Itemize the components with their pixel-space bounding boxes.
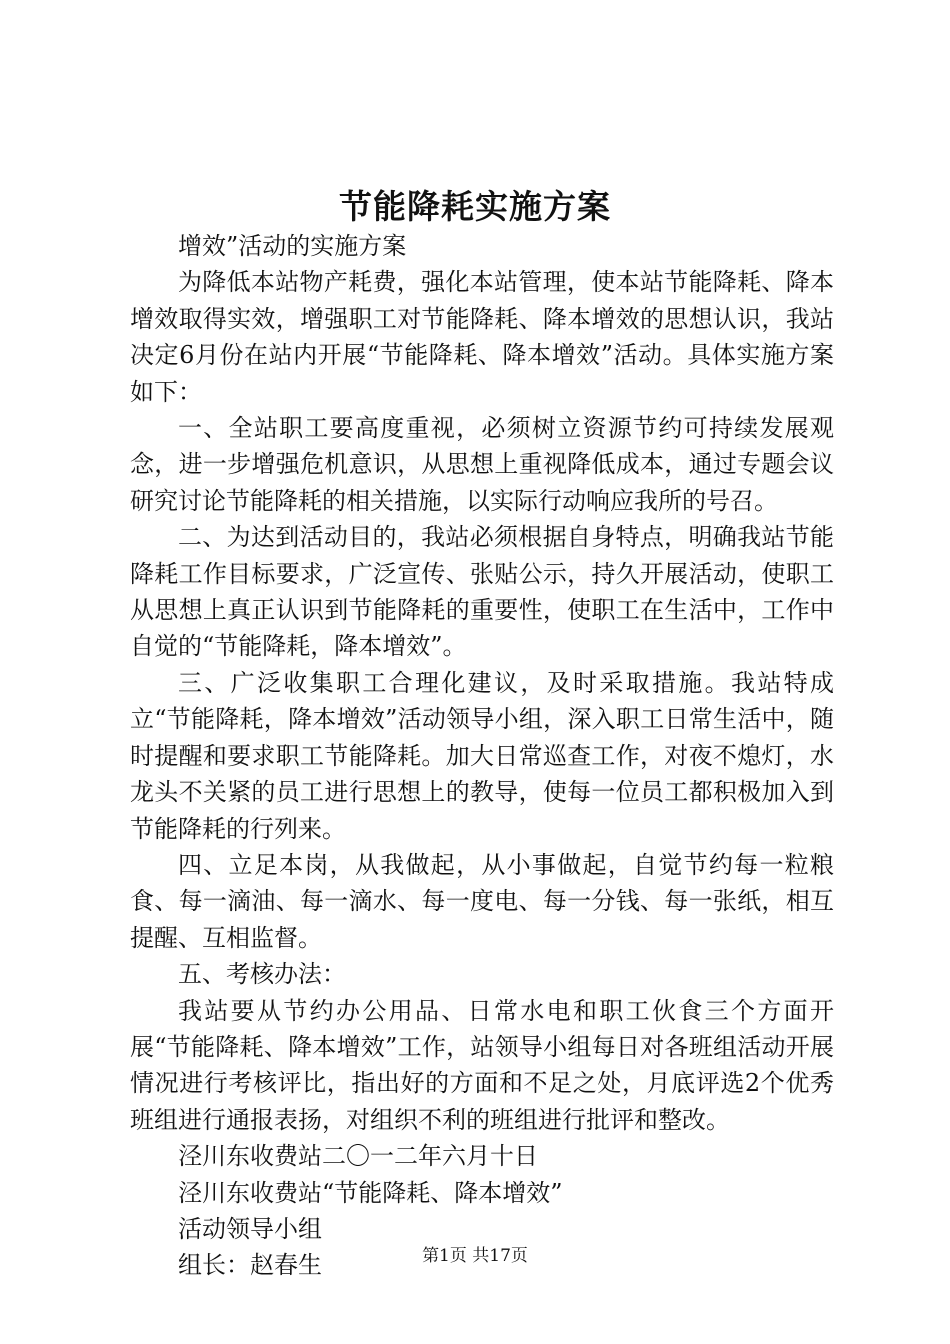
paragraph-item-5-heading: 五、考核办法： — [178, 960, 346, 989]
paragraph-item-1: 一、全站职工要高度重视，必须树立资源节约可持续发展观念，进一步增强危机意识，从思想上重视降低成本，通过专题会议研究讨论节能降耗的相关措施，以实际行动响应我所的号召。 — [130, 414, 834, 515]
paragraph-item-4: 四、立足本岗，从我做起，从小事做起，自觉节约每一粒粮食、每一滴油、每一滴水、每一度电、每一分钱、每一张纸，相互提醒、互相监督。 — [130, 850, 834, 952]
paragraph-intro: 为降低本站物产耗费，强化本站管理，使本站节能降耗、降本增效取得实效，增强职工对节能降耗、降本增效的思想认识，我站决定6月份在站内开展“节能降耗、降本增效”活动。具体实施方案如下： — [130, 268, 834, 406]
paragraph-item-5-body: 我站要从节约办公用品、日常水电和职工伙食三个方面开展“节能降耗、降本增效”工作，站领导小组每日对各班组活动开展情况进行考核评比，指出好的方面和不足之处，月底评选2个优秀班组进行通报表扬，对组织不利的班组进行批评和整改。 — [130, 996, 834, 1134]
paragraph-item-3: 三、广泛收集职工合理化建议，及时采取措施。我站特成立“节能降耗，降本增效”活动领导小组，深入职工日常生活中，随时提醒和要求职工节能降耗。加大日常巡查工作，对夜不熄灯，水龙头不关紧的员工进行思想上的教导，使每一位员工都积极加入到节能降耗的行列来。 — [130, 668, 834, 843]
signature-group: 活动领导小组 — [178, 1214, 322, 1243]
paragraph-heading-fragment: 增效”活动的实施方案 — [178, 232, 407, 260]
signature-leader: 组长：赵春生 — [178, 1251, 322, 1280]
page-number: 第1页 共17页 — [422, 1246, 528, 1266]
document-title: 节能降耗实施方案 — [339, 187, 611, 226]
paragraph-item-2: 二、为达到活动目的，我站必须根据自身特点，明确我站节能降耗工作目标要求，广泛宣传、张贴公示，持久开展活动，使职工从思想上真正认识到节能降耗的重要性，使职工在生活中，工作中自觉的“节能降耗，降本增效”。 — [130, 523, 834, 661]
document-body — [130, 228, 834, 1284]
signature-date: 泾川东收费站二〇一二年六月十日 — [178, 1142, 538, 1171]
signature-org: 泾川东收费站“节能降耗、降本增效” — [178, 1178, 563, 1207]
